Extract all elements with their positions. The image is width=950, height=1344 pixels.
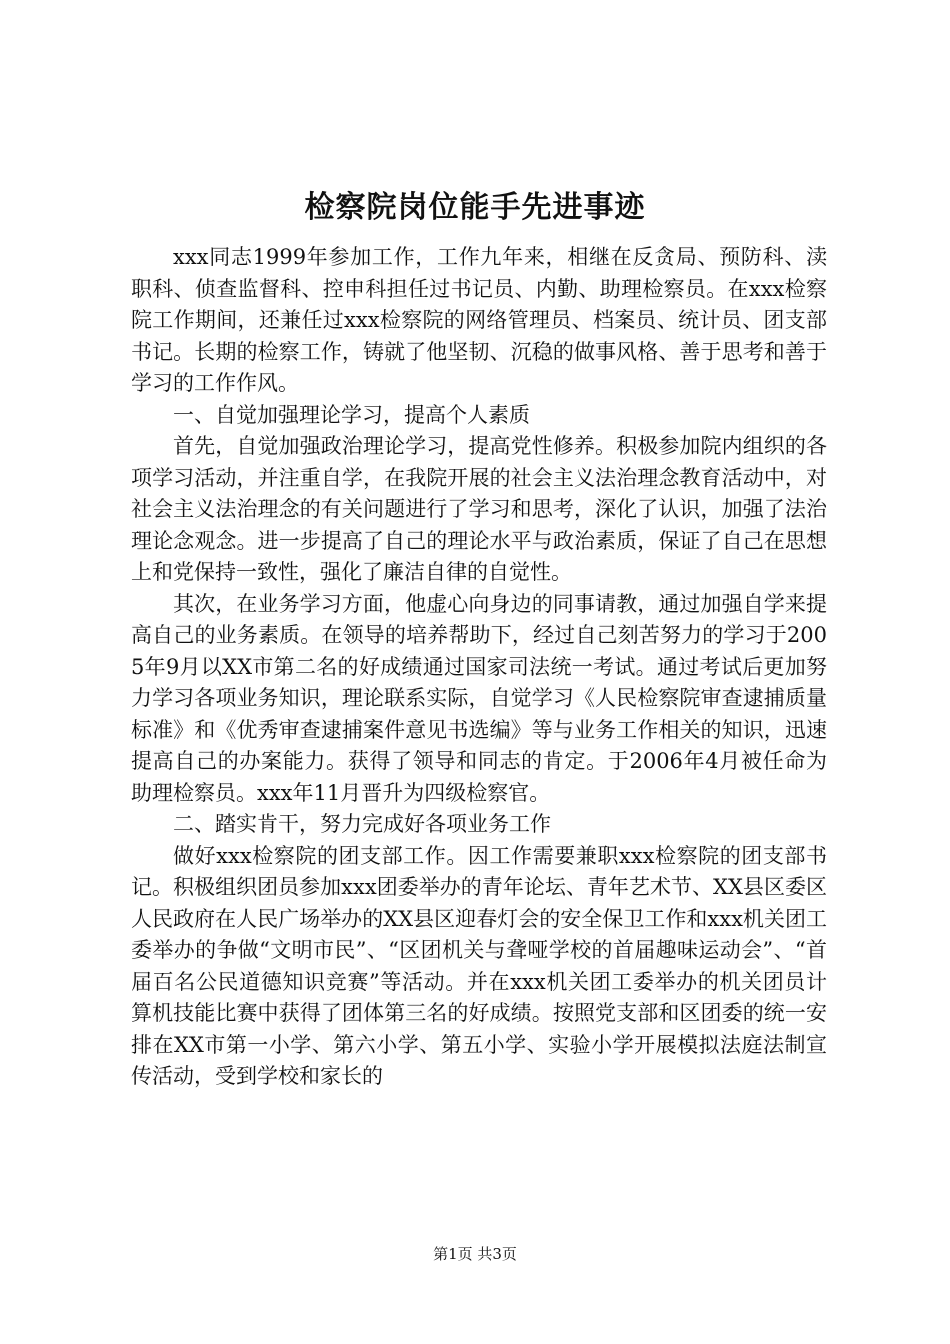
document-body <box>131 242 827 1093</box>
paragraph-league-work: 做好xxx检察院的团支部工作。因工作需要兼职xxx检察院的团支部书记。积极组织团员参加xxx团委举办的青年论坛、青年艺术节、XX县区委区人民政府在人民广场举办的XX县区迎春灯会的安全保卫工作和xxx机关团工委举办的争做“文明市民”、“区团机关与聋哑学校的首届趣味运动会”、“首届百名公民道德知识竞赛”等活动。并在xxx机关团工委举办的机关团员计算机技能比赛中获得了团体第三名的好成绩。按照党支部和区团委的统一安排在XX市第一小学、第六小学、第五小学、实验小学开展模拟法庭法制宣传活动，受到学校和家长的 <box>131 843 827 1088</box>
section-heading-2: 二、踏实肯干，努力完成好各项业务工作 <box>173 812 551 836</box>
paragraph-political-study: 首先，自觉加强政治理论学习，提高党性修养。积极参加院内组织的各项学习活动，并注重自学，在我院开展的社会主义法治理念教育活动中，对社会主义法治理念的有关问题进行了学习和思考，深化了认识，加强了法治理论念观念。进一步提高了自己的理论水平与政治素质，保证了自己在思想上和党保持一致性，强化了廉洁自律的自觉性。 <box>131 434 827 584</box>
paragraph-intro: xxx同志1999年参加工作，工作九年来，相继在反贪局、预防科、渎职科、侦查监督科、控申科担任过书记员、内勤、助理检察员。在xxx检察院工作期间，还兼任过xxx检察院的网络管理员、档案员、统计员、团支部书记。长期的检察工作，铸就了他坚韧、沉稳的做事风格、善于思考和善于学习的工作作风。 <box>131 245 827 395</box>
paragraph-business-study: 其次，在业务学习方面，他虚心向身边的同事请教，通过加强自学来提高自己的业务素质。在领导的培养帮助下，经过自己刻苦努力的学习于2005年9月以XX市第二名的好成绩通过国家司法统一考试。通过考试后更加努力学习各项业务知识，理论联系实际，自觉学习《人民检察院审查逮捕质量标准》和《优秀审查逮捕案件意见书选编》等与业务工作相关的知识，迅速提高自己的办案能力。获得了领导和同志的肯定。于2006年4月被任命为助理检察员。xxx年11月晋升为四级检察官。 <box>131 591 827 805</box>
page-number-footer: 第1页 共3页 <box>433 1245 517 1263</box>
section-heading-1: 一、自觉加强理论学习，提高个人素质 <box>173 402 530 427</box>
document-title: 检察院岗位能手先进事迹 <box>304 190 646 225</box>
